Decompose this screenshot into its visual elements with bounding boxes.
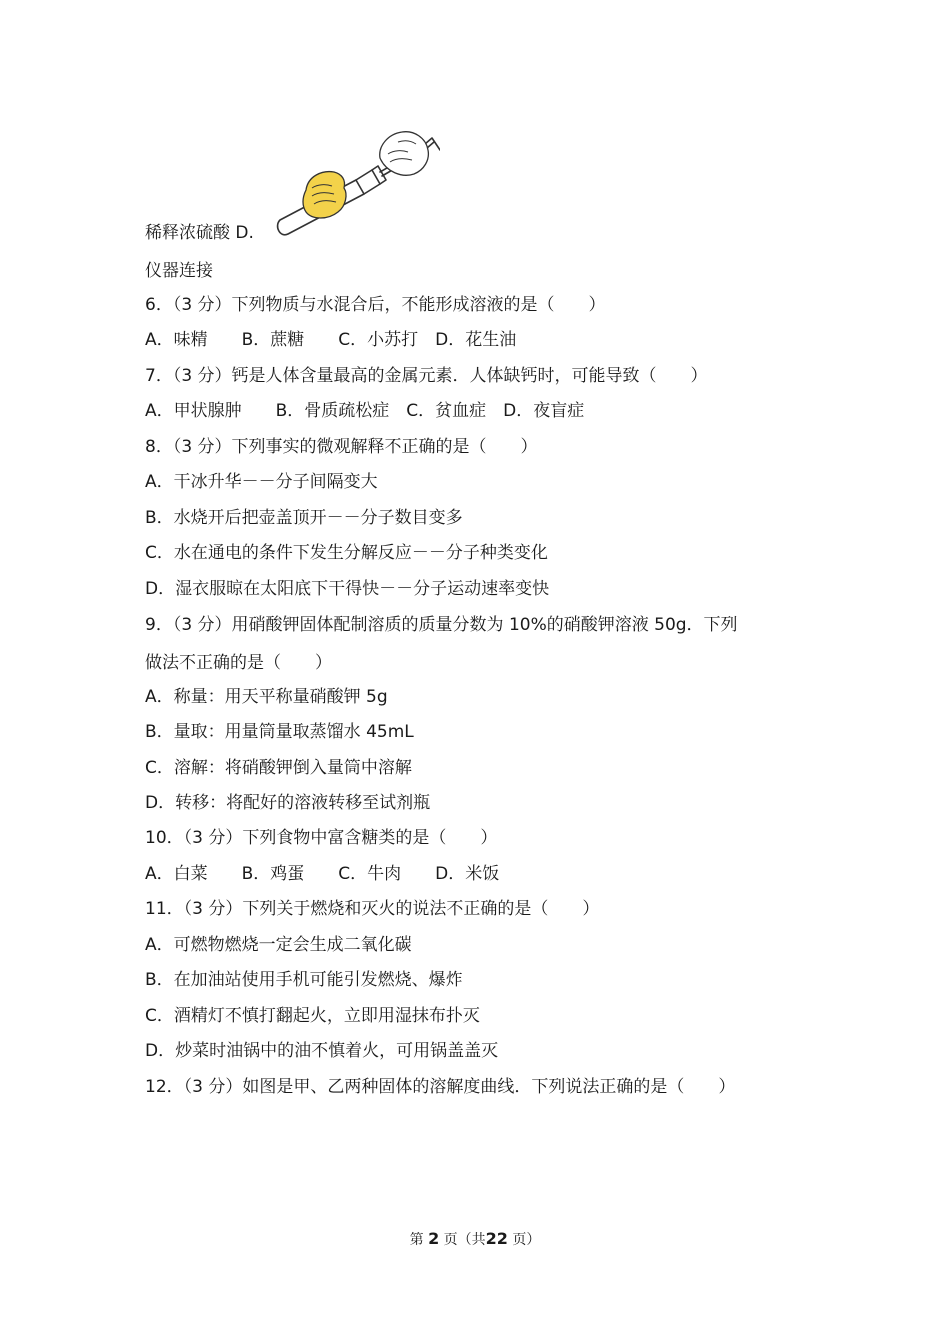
instrument-connection-illustration	[268, 128, 440, 240]
question-11: 11．（3 分）下列关于燃烧和灭火的说法不正确的是（ ）	[145, 899, 600, 919]
question-8-option-b: B．水烧开后把壶盖顶开－－分子数目变多	[145, 508, 463, 528]
text-line-1: 稀释浓硫酸 D.	[145, 223, 254, 243]
question-8: 8．（3 分）下列事实的微观解释不正确的是（ ）	[145, 437, 538, 457]
question-9-continued: 做法不正确的是（ ）	[145, 653, 332, 673]
question-11-option-a: A．可燃物燃烧一定会生成二氧化碳	[145, 935, 412, 955]
page-footer	[0, 1230, 950, 1249]
question-11-option-b: B．在加油站使用手机可能引发燃烧、爆炸	[145, 970, 463, 990]
test-tube-hand-icon	[268, 128, 440, 240]
question-9-option-b: B．量取：用量筒量取蒸馏水 45mL	[145, 722, 414, 742]
question-9: 9．（3 分）用硝酸钾固体配制溶质的质量分数为 10%的硝酸钾溶液 50g．下列	[145, 615, 738, 635]
question-9-option-d: D．转移：将配好的溶液转移至试剂瓶	[145, 793, 431, 813]
footer-prefix: 第	[409, 1232, 424, 1248]
footer-middle: 页（共	[443, 1232, 486, 1248]
question-10: 10．（3 分）下列食物中富含糖类的是（ ）	[145, 828, 498, 848]
footer-suffix: 页）	[512, 1232, 541, 1248]
text-line-2: 仪器连接	[145, 261, 213, 281]
question-11-option-d: D．炒菜时油锅中的油不慎着火，可用锅盖盖灭	[145, 1041, 499, 1061]
question-8-option-d: D．湿衣服晾在太阳底下干得快－－分子运动速率变快	[145, 579, 550, 599]
question-10-options: A．白菜 B．鸡蛋 C．牛肉 D．米饭	[145, 864, 500, 884]
question-6: 6．（3 分）下列物质与水混合后，不能形成溶液的是（ ）	[145, 295, 606, 315]
question-7: 7．（3 分）钙是人体含量最高的金属元素．人体缺钙时，可能导致（ ）	[145, 366, 708, 386]
question-8-option-c: C．水在通电的条件下发生分解反应－－分子种类变化	[145, 543, 548, 563]
question-6-options: A．味精 B．蔗糖 C．小苏打 D．花生油	[145, 330, 517, 350]
question-7-options: A．甲状腺肿 B．骨质疏松症 C．贫血症 D．夜盲症	[145, 401, 585, 421]
question-11-option-c: C．酒精灯不慎打翻起火，立即用湿抹布扑灭	[145, 1006, 480, 1026]
question-9-option-c: C．溶解：将硝酸钾倒入量筒中溶解	[145, 758, 412, 778]
question-12: 12．（3 分）如图是甲、乙两种固体的溶解度曲线．下列说法正确的是（ ）	[145, 1077, 736, 1097]
footer-page-number: 2	[428, 1229, 440, 1248]
footer-total-pages: 22	[485, 1229, 508, 1248]
question-8-option-a: A．干冰升华－－分子间隔变大	[145, 472, 378, 492]
question-9-option-a: A．称量：用天平称量硝酸钾 5g	[145, 687, 388, 707]
